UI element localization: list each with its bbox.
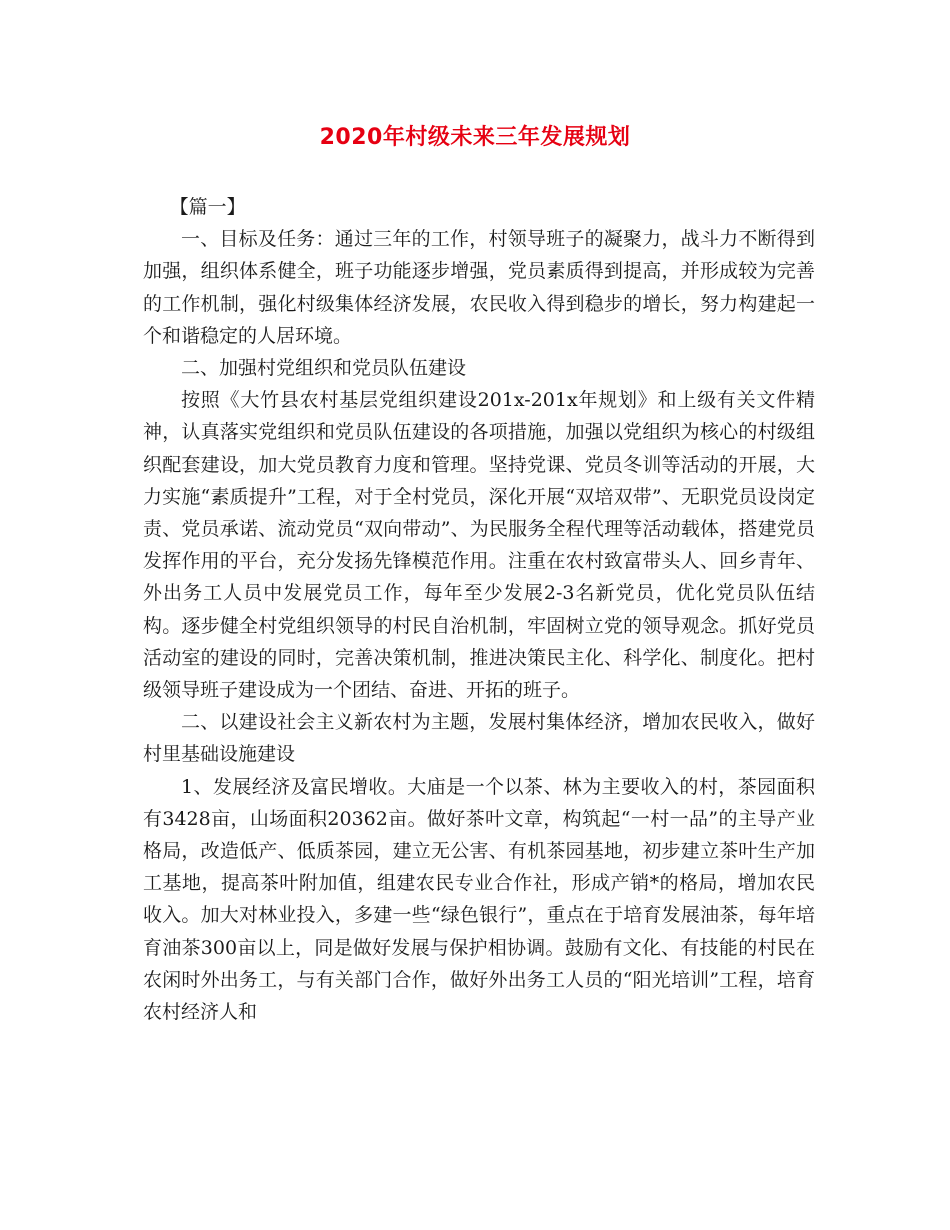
- document-body: [143, 191, 815, 1028]
- paragraph: 一、目标及任务：通过三年的工作，村领导班子的凝聚力，战斗力不断得到加强，组织体系健全，班子功能逐步增强，党员素质得到提高，并形成较为完善的工作机制，强化村级集体经济发展，农民收入得到稳步的增长，努力构建起一个和谐稳定的人居环境。: [143, 228, 815, 347]
- section-tag: 【篇一】: [169, 196, 246, 218]
- paragraph: 1、发展经济及富民增收。大庙是一个以茶、林为主要收入的村，茶园面积有3428亩，山场面积20362亩。做好茶叶文章，构筑起“一村一品”的主导产业格局，改造低产、低质茶园，建立无公害、有机茶园基地，初步建立茶叶生产加工基地，提高茶叶附加值，组建农民专业合作社，形成产销*的格局，增加农民收入。加大对林业投入，多建一些“绿色银行”，重点在于培育发展油茶，每年培育油茶300亩以上，同是做好发展与保护相协调。鼓励有文化、有技能的村民在农闲时外出务工，与有关部门合作，做好外出务工人员的“阳光培训”工程，培育农村经济人和: [143, 775, 815, 1024]
- section-heading: 二、加强村党组织和党员队伍建设: [181, 357, 467, 380]
- document-title: 2020年村级未来三年发展规划: [319, 125, 631, 150]
- paragraph: 按照《大竹县农村基层党组织建设201x-201x年规划》和上级有关文件精神，认真落实党组织和党员队伍建设的各项措施，加强以党组织为核心的村级组织配套建设，加大党员教育力度和管理。坚持党课、党员冬训等活动的开展，大力实施“素质提升”工程，对于全村党员，深化开展“双培双带”、无职党员设岗定责、党员承诺、流动党员“双向带动”、为民服务全程代理等活动载体，搭建党员发挥作用的平台，充分发扬先锋模范作用。注重在农村致富带头人、回乡青年、外出务工人员中发展党员工作，每年至少发展2-3名新党员，优化党员队伍结构。逐步健全村党组织领导的村民自治机制，牢固树立党的领导观念。抓好党员活动室的建设的同时，完善决策机制，推进决策民主化、科学化、制度化。把村级领导班子建设成为一个团结、奋进、开拓的班子。: [143, 389, 815, 702]
- section-heading: 二、以建设社会主义新农村为主题，发展村集体经济，增加农民收入，做好村里基础设施建设: [143, 711, 815, 766]
